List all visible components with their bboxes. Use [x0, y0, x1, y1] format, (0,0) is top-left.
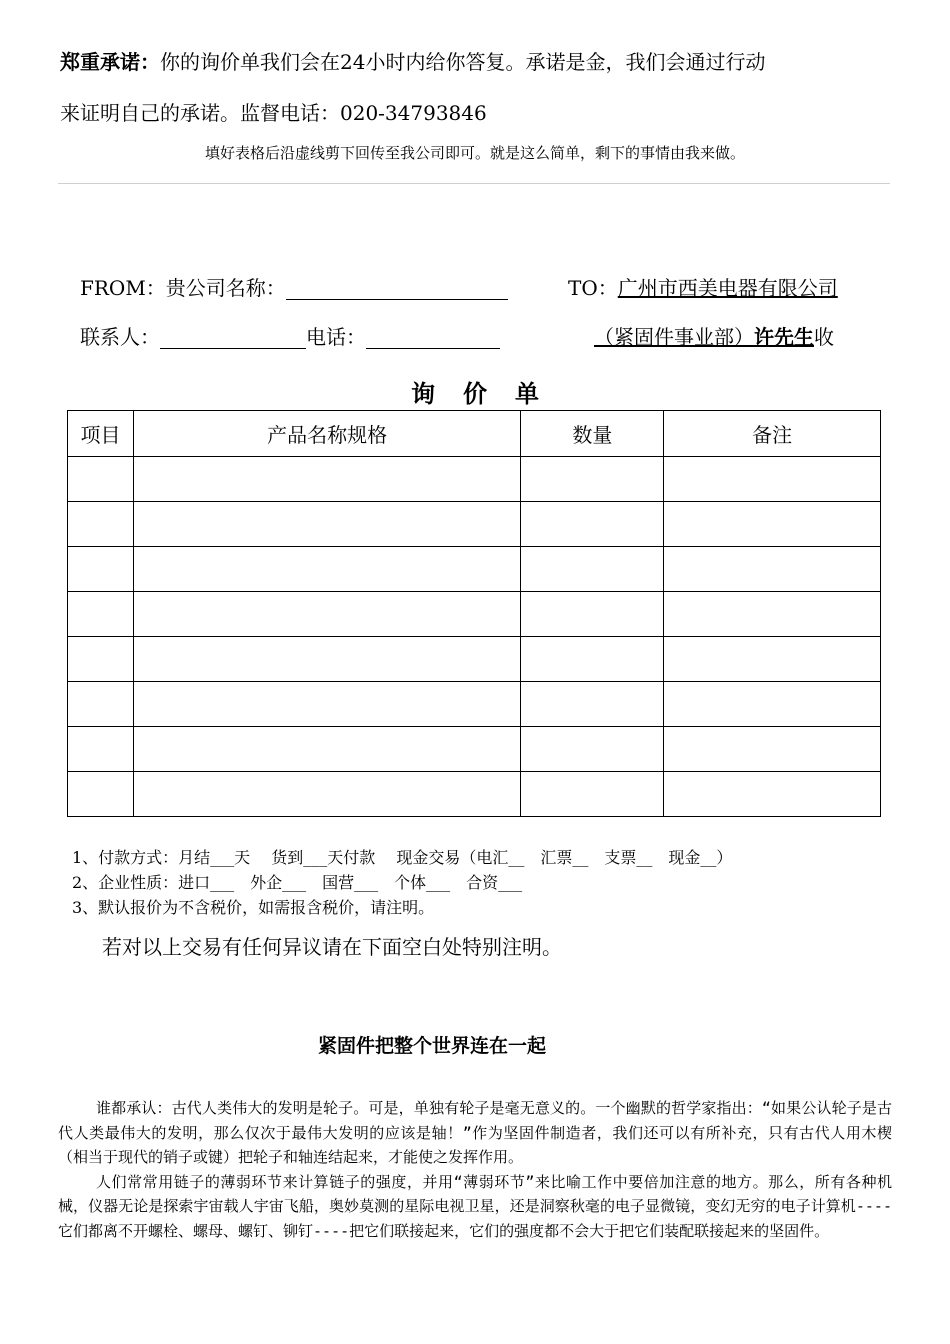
cell-product-spec[interactable]: [133, 637, 520, 682]
cell-quantity[interactable]: [521, 592, 664, 637]
table-row: [68, 637, 881, 682]
enterprise-nature: 2、企业性质：进口___ 外企___ 国营___ 个体___ 合资___: [72, 873, 523, 892]
header-remarks: 备注: [664, 411, 881, 457]
recipient-company: 广州市西美电器有限公司: [617, 276, 838, 300]
cell-remarks[interactable]: [664, 502, 881, 547]
cell-quantity[interactable]: [521, 637, 664, 682]
contact-blank[interactable]: [160, 328, 306, 349]
inquiry-table: [67, 410, 881, 817]
tax-note: 3、默认报价为不含税价，如需报含税价，请注明。: [72, 898, 435, 917]
to-label: TO：: [568, 276, 618, 300]
contact-label: 联系人：: [80, 325, 160, 349]
from-company-row: [80, 276, 508, 300]
table-header-row: [68, 411, 881, 457]
cell-remarks[interactable]: [664, 592, 881, 637]
cell-quantity[interactable]: [521, 547, 664, 592]
table-row: [68, 772, 881, 817]
cell-item[interactable]: [68, 547, 134, 592]
cell-quantity[interactable]: [521, 502, 664, 547]
cell-remarks[interactable]: [664, 727, 881, 772]
article-body: [58, 1096, 892, 1243]
article-title: 紧固件把整个世界连在一起: [317, 1035, 546, 1057]
phone-label: 电话：: [306, 325, 366, 349]
to-company-row: [568, 276, 838, 300]
cell-remarks[interactable]: [664, 772, 881, 817]
from-company-label: FROM：贵公司名称：: [80, 276, 286, 300]
table-row: [68, 727, 881, 772]
promise-text-1: 你的询价单我们会在24小时内给你答复。承诺是金，我们会通过行动: [160, 50, 766, 74]
promise-label: 郑重承诺：: [60, 50, 160, 74]
table-row: [68, 502, 881, 547]
phone-blank[interactable]: [366, 328, 500, 349]
cell-remarks[interactable]: [664, 547, 881, 592]
header-item: 项目: [68, 411, 134, 457]
cell-quantity[interactable]: [521, 682, 664, 727]
cell-quantity[interactable]: [521, 727, 664, 772]
form-title: 询价单: [411, 380, 567, 408]
table-row: [68, 682, 881, 727]
instruction-hint: 填好表格后沿虚线剪下回传至我公司即可。就是这么简单，剩下的事情由我来做。: [204, 144, 745, 162]
article-paragraph-1: 谁都承认：古代人类伟大的发明是轮子。可是，单独有轮子是毫无意义的。一个幽默的哲学家指出：“如果公认轮子是古代人类最伟大的发明，那么仅次于最伟大发明的应该是轴！”作为坚固件制造者，我们还可以有所补充，只有古代人用木楔（相当于现代的销子或键）把轮子和轴连结起来，才能使之发挥作用。: [58, 1099, 892, 1166]
cell-item[interactable]: [68, 457, 134, 502]
cell-product-spec[interactable]: [133, 502, 520, 547]
cell-remarks[interactable]: [664, 457, 881, 502]
payment-terms: 1、付款方式：月结___天 货到___天付款 现金交易（电汇__ 汇票__ 支票__ 现金__）: [72, 848, 733, 867]
company-name-blank[interactable]: [286, 279, 508, 300]
table-row: [68, 547, 881, 592]
cell-item[interactable]: [68, 502, 134, 547]
recipient-dept: （紧固件事业部）许先生: [594, 325, 814, 349]
cell-remarks[interactable]: [664, 682, 881, 727]
cell-quantity[interactable]: [521, 457, 664, 502]
contact-row: [80, 325, 500, 349]
cell-item[interactable]: [68, 592, 134, 637]
cell-item[interactable]: [68, 637, 134, 682]
cell-item[interactable]: [68, 682, 134, 727]
cell-product-spec[interactable]: [133, 457, 520, 502]
header-quantity: 数量: [521, 411, 664, 457]
recipient-person: 许先生: [754, 325, 814, 349]
cell-quantity[interactable]: [521, 772, 664, 817]
cell-product-spec[interactable]: [133, 592, 520, 637]
article-paragraph-2: 人们常常用链子的薄弱环节来计算链子的强度，并用“薄弱环节”来比喻工作中要倍加注意的地方。那么，所有各种机械，仪器无论是探索宇宙载人宇宙飞船，奥妙莫测的星际电视卫星，还是洞察秋毫的电子显微镜，变幻无穷的电子计算机----它们都离不开螺栓、螺母、螺钉、铆钉----把它们联接起来，它们的强度都不会大于把它们装配联接起来的坚固件。: [58, 1172, 892, 1240]
cell-item[interactable]: [68, 772, 134, 817]
cell-product-spec[interactable]: [133, 772, 520, 817]
cell-product-spec[interactable]: [133, 727, 520, 772]
table-body: [68, 457, 881, 817]
header-product-spec: 产品名称规格: [133, 411, 520, 457]
cut-line-divider: [58, 183, 890, 184]
table-row: [68, 592, 881, 637]
promise-line-2: 来证明自己的承诺。监督电话：020-34793846: [60, 101, 487, 125]
cell-item[interactable]: [68, 727, 134, 772]
table-row: [68, 457, 881, 502]
promise-line-1: [60, 50, 765, 74]
recipient-dept-row: [594, 325, 834, 349]
cell-product-spec[interactable]: [133, 547, 520, 592]
recipient-suffix: 收: [814, 325, 834, 349]
cell-product-spec[interactable]: [133, 682, 520, 727]
objection-note: 若对以上交易有任何异议请在下面空白处特别注明。: [102, 935, 562, 959]
cell-remarks[interactable]: [664, 637, 881, 682]
